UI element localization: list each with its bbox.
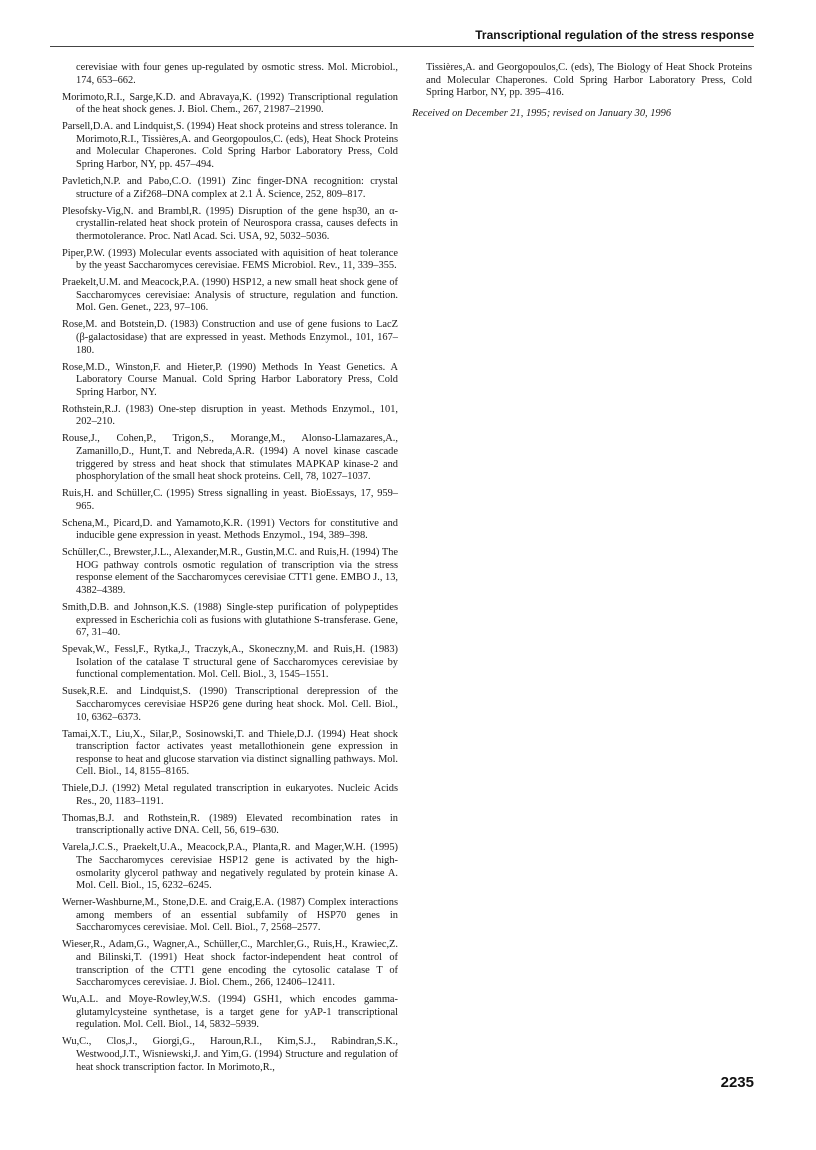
reference-item: Praekelt,U.M. and Meacock,P.A. (1990) HSP12, a new small heat shock gene of Saccharomyces cerevisiae: Analysis of structure, regulation and function. Mol. Gen. Genet., 223, 97–106. <box>62 277 398 314</box>
header-rule <box>50 46 754 47</box>
reference-list-right <box>412 62 752 131</box>
reference-item: Wu,C., Clos,J., Giorgi,G., Haroun,R.I., Kim,S.J., Rabindran,S.K., Westwood,J.T., Wisniewski,J. and Yim,G. (1994) Structure and regulation of heat shock transcription factor. In Morimoto,R., <box>62 1036 398 1073</box>
reference-item: Morimoto,R.I., Sarge,K.D. and Abravaya,K. (1992) Transcriptional regulation of the heat shock genes. J. Biol. Chem., 267, 21987–21990. <box>62 91 398 116</box>
reference-item: Werner-Washburne,M., Stone,D.E. and Craig,E.A. (1987) Complex interactions among members of an essential subfamily of HSP70 genes in Saccharomyces cerevisiae. Mol. Cell. Biol., 7, 2568–2577. <box>62 897 398 934</box>
reference-item: Spevak,W., Fessl,F., Rytka,J., Traczyk,A., Skoneczny,M. and Ruis,H. (1983) Isolation of the catalase T structural gene of Saccharomyces cerevisiae by functional complementation. Mol. Cell. Biol., 3, 1545–1551. <box>62 644 398 681</box>
reference-item: cerevisiae with four genes up-regulated by osmotic stress. Mol. Microbiol., 174, 653–662. <box>76 62 398 86</box>
reference-item: Tamai,X.T., Liu,X., Silar,P., Sosinowski,T. and Thiele,D.J. (1994) Heat shock transcription factor activates yeast metallothionein gene expression in response to heat and glucose starvation via distinct signalling pathways. Mol. Cell. Biol., 14, 8155–8165. <box>62 728 398 778</box>
reference-item: Rose,M. and Botstein,D. (1983) Construction and use of gene fusions to LacZ (β-galactosidase) that are expressed in yeast. Methods Enzymol., 101, 167–180. <box>62 319 398 356</box>
page-number: 2235 <box>720 1074 754 1091</box>
reference-item: Rothstein,R.J. (1983) One-step disruption in yeast. Methods Enzymol., 101, 202–210. <box>62 403 398 428</box>
reference-item: Wieser,R., Adam,G., Wagner,A., Schüller,C., Marchler,G., Ruis,H., Krawiec,Z. and Bilinski,T. (1991) Heat shock factor-independent heat control of transcription of the CTT1 gene encoding the cytosolic catalase T of Saccharomyces cerevisiae. J. Biol. Chem., 266, 12406–12411. <box>62 939 398 989</box>
reference-item: Rouse,J., Cohen,P., Trigon,S., Morange,M., Alonso-Llamazares,A., Zamanillo,D., Hunt,T. and Nebreda,A.R. (1994) A novel kinase cascade triggered by stress and heat shock that stimulates MAPKAP kinase-2 and phosphorylation of the small heat shock proteins. Cell, 78, 1027–1037. <box>62 433 398 483</box>
reference-item: Piper,P.W. (1993) Molecular events associated with aquisition of heat tolerance by the yeast Saccharomyces cerevisiae. FEMS Microbiol. Rev., 11, 339–355. <box>62 247 398 272</box>
reference-item: Ruis,H. and Schüller,C. (1995) Stress signalling in yeast. BioEssays, 17, 959–965. <box>62 488 398 512</box>
reference-item: Plesofsky-Vig,N. and Brambl,R. (1995) Disruption of the gene hsp30, an α-crystallin-related heat shock protein of Neurospora crassa, causes defects in thermotolerance. Proc. Natl Acad. Sci. USA, 92, 5032–5036. <box>62 205 398 242</box>
reference-item: Schena,M., Picard,D. and Yamamoto,K.R. (1991) Vectors for constitutive and inducible gene expression in yeast. Methods Enzymol., 194, 389–398. <box>62 517 398 542</box>
reference-list-left <box>62 62 398 1079</box>
reference-item: Smith,D.B. and Johnson,K.S. (1988) Single-step purification of polypeptides expressed in Escherichia coli as fusions with glutathione S-transferase. Gene, 67, 31–40. <box>62 602 398 639</box>
reference-item: Parsell,D.A. and Lindquist,S. (1994) Heat shock proteins and stress tolerance. In Morimoto,R.I., Tissières,A. and Georgopoulos,C. (eds), Heat Shock Proteins and Molecular Chaperones. Cold Spring Harbor Laboratory Press, Cold Spring Harbor, NY, pp. 457–494. <box>62 121 398 170</box>
reference-item: Susek,R.E. and Lindquist,S. (1990) Transcriptional derepression of the Saccharomyces cerevisiae HSP26 gene during heat shock. Mol. Cell. Biol., 10, 6362–6373. <box>62 686 398 723</box>
reference-continuation: Tissières,A. and Georgopoulos,C. (eds), The Biology of Heat Shock Proteins and Molecular Chaperones. Cold Spring Harbor Laboratory Press, Cold Spring Harbor, NY, pp. 395–416. <box>426 62 752 99</box>
reference-item: Thomas,B.J. and Rothstein,R. (1989) Elevated recombination rates in transcriptionally active DNA. Cell, 56, 619–630. <box>62 812 398 837</box>
reference-item: Rose,M.D., Winston,F. and Hieter,P. (1990) Methods In Yeast Genetics. A Laboratory Course Manual. Cold Spring Harbor Laboratory Press, Cold Spring Harbor, NY. <box>62 361 398 398</box>
running-title: Transcriptional regulation of the stress response <box>475 28 754 42</box>
reference-item: Varela,J.C.S., Praekelt,U.A., Meacock,P.A., Planta,R. and Mager,W.H. (1995) The Saccharomyces cerevisiae HSP12 gene is activated by the high-osmolarity glycerol pathway and negatively regulated by protein kinase A. Mol. Cell. Biol., 15, 6232–6245. <box>62 842 398 892</box>
reference-item: Thiele,D.J. (1992) Metal regulated transcription in eukaryotes. Nucleic Acids Res., 20, 1183–1191. <box>62 783 398 807</box>
received-dates: Received on December 21, 1995; revised on January 30, 1996 <box>412 107 672 119</box>
reference-item: Pavletich,N.P. and Pabo,C.O. (1991) Zinc finger-DNA recognition: crystal structure of a Zif268–DNA complex at 2.1 Å. Science, 252, 809–817. <box>62 175 398 200</box>
reference-item: Schüller,C., Brewster,J.L., Alexander,M.R., Gustin,M.C. and Ruis,H. (1994) The HOG pathway controls osmotic regulation of transcription via the stress response element of the Saccharomyces cerevisiae CTT1 gene. EMBO J., 13, 4382–4389. <box>62 547 399 597</box>
reference-item: Wu,A.L. and Moye-Rowley,W.S. (1994) GSH1, which encodes gamma-glutamylcysteine synthetase, is a target gene for yAP-1 transcriptional regulation. Mol. Cell. Biol., 14, 5832–5939. <box>62 994 398 1031</box>
